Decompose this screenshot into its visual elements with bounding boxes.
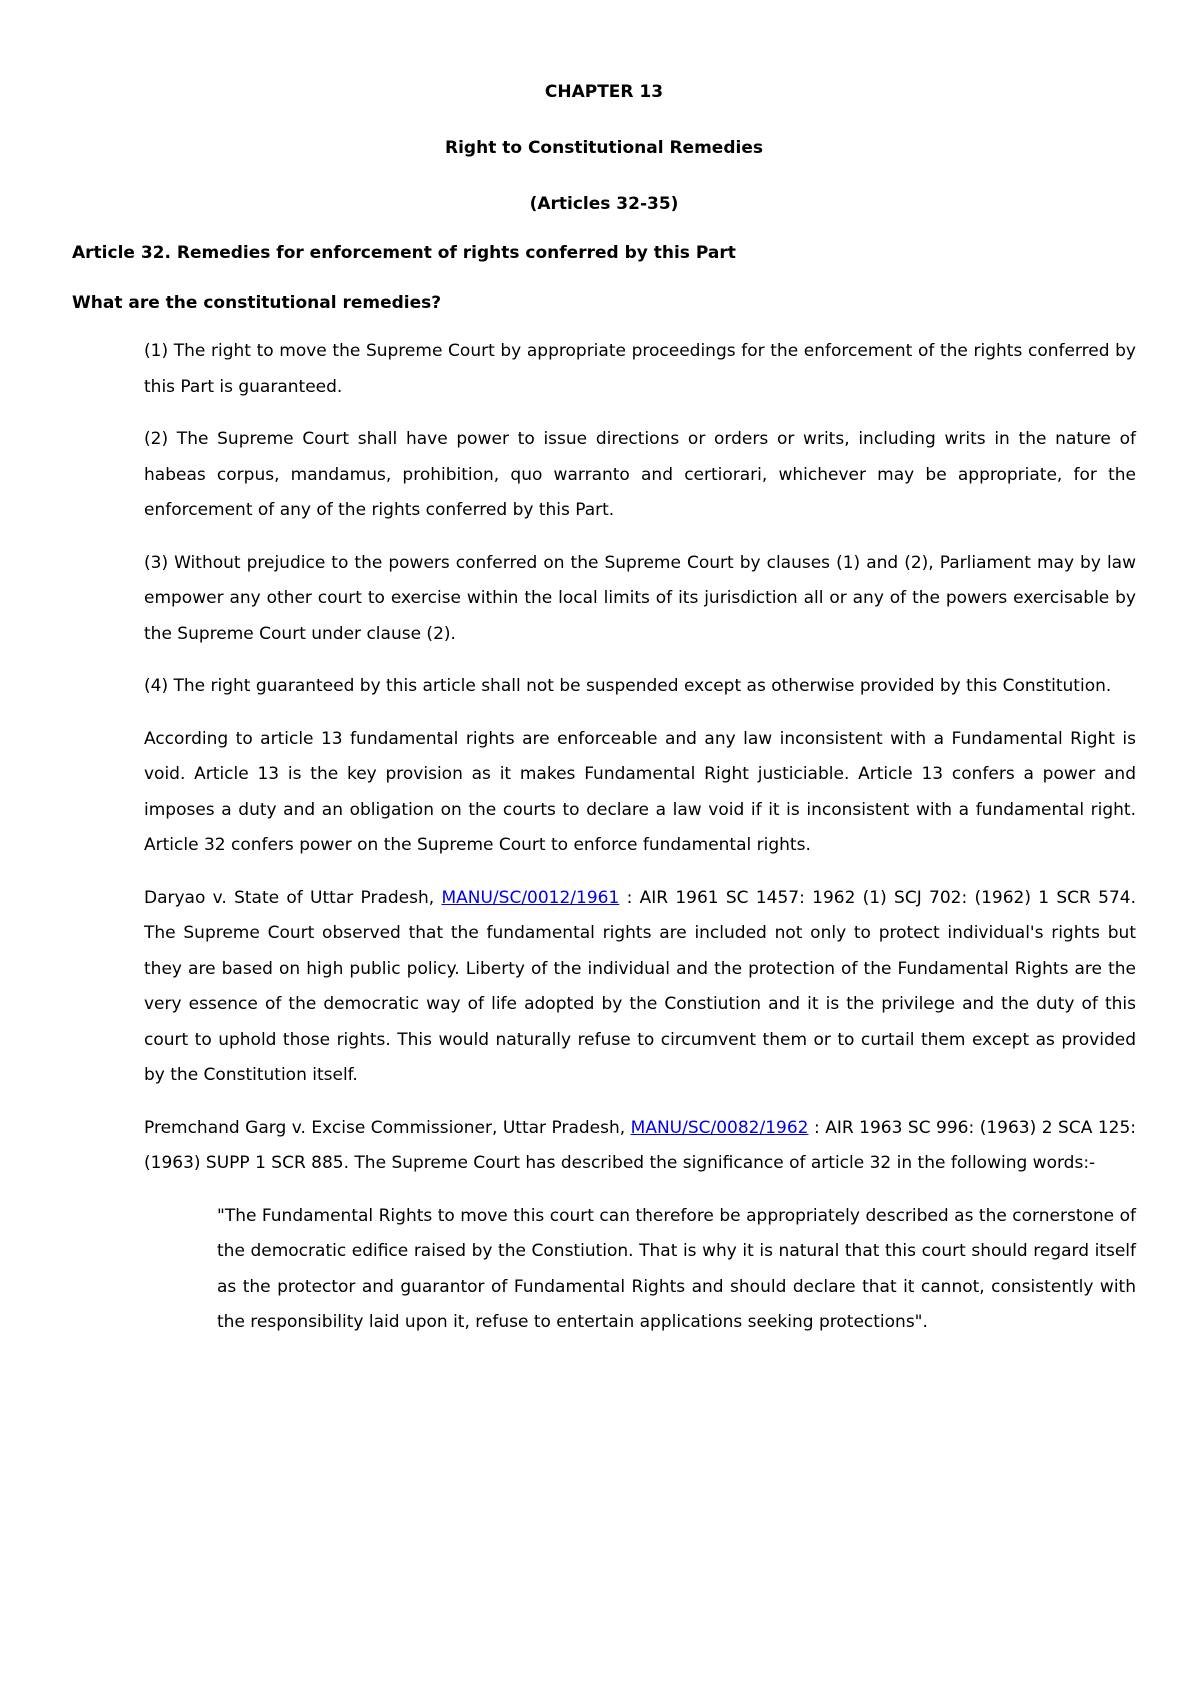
clause-2: (2) The Supreme Court shall have power to issue directions or orders or writs, including writs in the nature of habeas corpus, mandamus, prohibition, quo warranto and certiorari, whichever may be appropriate, for the enforcement of any of the rights conferred by this Part. [144,429,1136,520]
case-daryao-prefix: Daryao v. State of Uttar Pradesh, [144,887,442,908]
clause-1: (1) The right to move the Supreme Court by appropriate proceedings for the enforcement of the rights conferred by this Part is guaranteed. [144,341,1136,397]
chapter-subtitle: Right to Constitutional Remedies [445,138,763,158]
case-daryao-paragraph [72,881,1136,1094]
case-premchand-citation-link[interactable]: MANU/SC/0082/1962 [630,1117,809,1138]
case-premchand-paragraph [72,1111,1136,1182]
commentary-paragraph: According to article 13 fundamental rights are enforceable and any law inconsistent with a Fundamental Right is void. Article 13 is the key provision as it makes Fundamental Right justiciable. Article 13 confers a power and imposes a duty and an obligation on the courts to declare a law void if it is inconsistent with a fundamental right. Article 32 confers power on the Supreme Court to enforce fundamental rights. [144,728,1136,855]
article-heading: Article 32. Remedies for enforcement of rights conferred by this Part [72,243,736,263]
articles-range: (Articles 32-35) [529,194,679,214]
block-quote: "The Fundamental Rights to move this court can therefore be appropriately described as the cornerstone of the democratic edifice raised by the Constiution. That is why it is natural that this court should regard itself as the protector and guarantor of Fundamental Rights and should declare that it cannot, consistently with the responsibility laid upon it, refuse to entertain applications seeking protections". [217,1205,1136,1332]
case-premchand-prefix: Premchand Garg v. Excise Commissioner, Uttar Pradesh, [144,1117,631,1138]
clause-4: (4) The right guaranteed by this article shall not be suspended except as otherwise provided by this Constitution. [144,676,1112,696]
section-question: What are the constitutional remedies? [72,293,442,313]
case-daryao-text: : AIR 1961 SC 1457: 1962 (1) SCJ 702: (1962) 1 SCR 574. The Supreme Court observed that the fundamental rights are included not only to protect individual's rights but they are based on high public policy. Liberty of the individual and the protection of the Fundamental Rights are the very essence of the democratic way of life adopted by the Constiution and it is the privilege and the duty of this court to uphold those rights. This would naturally refuse to circumvent them or to curtail them except as provided by the Constitution itself. [144,887,1137,1085]
clause-3: (3) Without prejudice to the powers conferred on the Supreme Court by clauses (1) and (2), Parliament may by law empower any other court to exercise within the local limits of its jurisdiction all or any of the powers exercisable by the Supreme Court under clause (2). [144,552,1136,644]
case-daryao-citation-link[interactable]: MANU/SC/0012/1961 [441,887,620,908]
chapter-title: CHAPTER 13 [544,82,664,102]
case-premchand-text: : AIR 1963 SC 996: (1963) 2 SCA 125: (1963) SUPP 1 SCR 885. The Supreme Court has described the significance of article 32 in the following words:- [144,1117,1137,1173]
